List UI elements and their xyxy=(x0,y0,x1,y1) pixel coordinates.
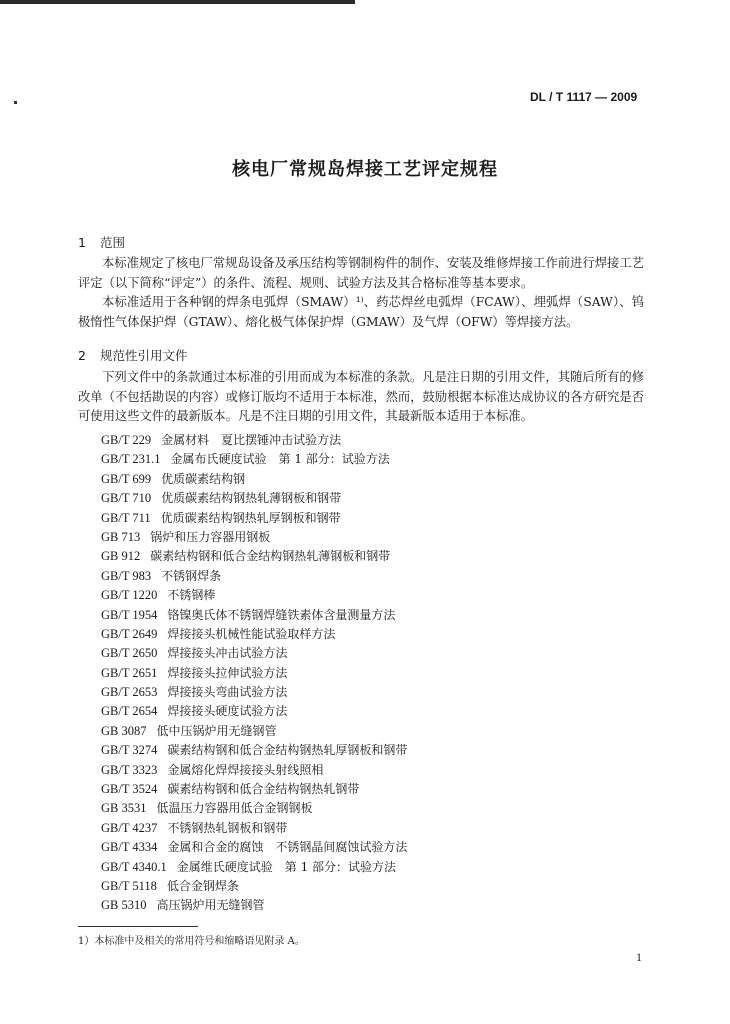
reference-item xyxy=(101,644,407,663)
reference-item xyxy=(101,450,407,469)
section-number: 1 xyxy=(78,235,86,250)
reference-title: 不锈钢棒 xyxy=(167,588,216,603)
reference-item xyxy=(101,547,407,566)
reference-code: GB/T 710 xyxy=(101,491,152,506)
reference-code: GB/T 1220 xyxy=(101,588,158,603)
reference-code: GB 713 xyxy=(101,529,141,544)
reference-item xyxy=(101,799,407,818)
reference-code: GB/T 5118 xyxy=(101,878,157,893)
footnote-divider xyxy=(78,926,198,927)
scan-edge-mark xyxy=(0,0,355,4)
reference-item xyxy=(101,858,407,877)
reference-list xyxy=(101,431,407,916)
reference-title: 焊接接头机械性能试验取样方法 xyxy=(167,626,336,641)
reference-code: GB/T 231.1 xyxy=(101,452,161,467)
reference-code: GB 5310 xyxy=(101,898,147,913)
reference-code: GB/T 4340.1 xyxy=(101,859,167,874)
reference-item xyxy=(101,741,407,760)
reference-item xyxy=(101,489,407,508)
reference-item xyxy=(101,819,407,838)
normative-references-paragraph: 下列文件中的条款通过本标准的引用而成为本标准的条款。凡是注日期的引用文件，其随后所有的修改单（不包括勘误的内容）或修订版均不适用于本标准，然而，鼓励根据本标准达成协议的各方研究是否可使用这些文件的最新版本。凡是不注日期的引用文件，其最新版本适用于本标准。 xyxy=(78,370,644,423)
scope-paragraph-1: 本标准规定了核电厂常规岛设备及承压结构等钢制构件的制作、安装及维修焊接工作前进行焊接工艺评定（以下简称“评定”）的条件、流程、规则、试验方法及其合格标准等基本要求。 xyxy=(78,256,644,290)
reference-title: 焊接接头冲击试验方法 xyxy=(167,646,288,661)
reference-item xyxy=(101,722,407,741)
reference-title: 金属熔化焊焊接接头射线照相 xyxy=(167,762,324,777)
reference-code: GB/T 2653 xyxy=(101,685,158,700)
reference-item xyxy=(101,664,407,683)
reference-item xyxy=(101,780,407,799)
section-title: 范围 xyxy=(100,235,126,250)
reference-item xyxy=(101,431,407,450)
reference-title: 金属维氏硬度试验 第 1 部分：试验方法 xyxy=(176,859,397,874)
reference-title: 碳素结构钢和低合金结构钢热轧薄钢板和钢带 xyxy=(150,549,391,564)
reference-title: 高压锅炉用无缝钢管 xyxy=(156,898,265,913)
section-1-heading xyxy=(78,233,125,251)
reference-code: GB 3531 xyxy=(101,801,147,816)
reference-title: 碳素结构钢和低合金结构钢热轧厚钢板和钢带 xyxy=(167,743,408,758)
reference-item xyxy=(101,683,407,702)
reference-item xyxy=(101,702,407,721)
section-2-heading xyxy=(78,346,188,364)
reference-code: GB/T 2649 xyxy=(101,626,158,641)
section-title: 规范性引用文件 xyxy=(100,348,188,363)
reference-item xyxy=(101,509,407,528)
reference-title: 碳素结构钢和低合金结构钢热轧钢带 xyxy=(167,782,360,797)
page-number: 1 xyxy=(636,950,642,964)
reference-code: GB/T 711 xyxy=(101,510,151,525)
reference-title: 优质碳素结构钢 xyxy=(161,471,246,486)
reference-code: GB/T 2654 xyxy=(101,704,158,719)
reference-item xyxy=(101,761,407,780)
reference-code: GB/T 3524 xyxy=(101,782,158,797)
scope-paragraph-2: 本标准适用于各种钢的焊条电弧焊（SMAW）¹⁾、药芯焊丝电弧焊（FCAW）、埋弧焊（SAW）、钨极惰性气体保护焊（GTAW）、熔化极气体保护焊（GMAW）及气焊（OFW）等焊接方法。 xyxy=(78,295,644,329)
reference-item xyxy=(101,470,407,489)
reference-code: GB/T 2651 xyxy=(101,665,158,680)
reference-code: GB/T 3274 xyxy=(101,743,158,758)
page-title: 核电厂常规岛焊接工艺评定规程 xyxy=(232,159,498,180)
reference-code: GB/T 1954 xyxy=(101,607,158,622)
reference-title: 铬镍奥氏体不锈钢焊缝铁素体含量测量方法 xyxy=(167,607,396,622)
document-number: DL / T 1117 — 2009 xyxy=(530,90,638,104)
scan-speck xyxy=(14,101,17,104)
reference-title: 焊接接头拉伸试验方法 xyxy=(167,665,288,680)
reference-title: 锅炉和压力容器用钢板 xyxy=(150,529,271,544)
reference-code: GB/T 4334 xyxy=(101,840,158,855)
reference-code: GB/T 229 xyxy=(101,433,152,447)
reference-item xyxy=(101,586,407,605)
reference-title: 不锈钢热轧钢板和钢带 xyxy=(167,820,288,835)
section-number: 2 xyxy=(78,348,86,363)
reference-title: 不锈钢焊条 xyxy=(161,568,222,583)
reference-item xyxy=(101,625,407,644)
reference-title: 低合金钢焊条 xyxy=(166,878,239,893)
reference-title: 优质碳素结构钢热轧厚钢板和钢带 xyxy=(160,510,341,525)
reference-title: 焊接接头弯曲试验方法 xyxy=(167,685,288,700)
reference-code: GB 912 xyxy=(101,549,141,564)
reference-title: 金属和合金的腐蚀 不锈钢晶间腐蚀试验方法 xyxy=(167,840,408,855)
reference-item xyxy=(101,528,407,547)
reference-title: 低中压锅炉用无缝钢管 xyxy=(156,723,277,738)
reference-title: 金属材料 夏比摆锤冲击试验方法 xyxy=(161,433,342,447)
reference-item xyxy=(101,877,407,896)
reference-title: 低温压力容器用低合金钢钢板 xyxy=(156,801,313,816)
reference-code: GB/T 3323 xyxy=(101,762,158,777)
reference-code: GB/T 699 xyxy=(101,471,152,486)
footnote: 1）本标准中及相关的常用符号和缩略语见附录 A。 xyxy=(78,936,305,947)
reference-item xyxy=(101,606,407,625)
reference-item xyxy=(101,838,407,857)
reference-code: GB/T 4237 xyxy=(101,820,158,835)
reference-title: 焊接接头硬度试验方法 xyxy=(167,704,288,719)
reference-item xyxy=(101,896,407,915)
reference-code: GB 3087 xyxy=(101,723,147,738)
reference-title: 优质碳素结构钢热轧薄钢板和钢带 xyxy=(161,491,342,506)
reference-item xyxy=(101,567,407,586)
reference-code: GB/T 2650 xyxy=(101,646,158,661)
reference-title: 金属布氏硬度试验 第 1 部分：试验方法 xyxy=(170,452,390,467)
reference-code: GB/T 983 xyxy=(101,568,152,583)
